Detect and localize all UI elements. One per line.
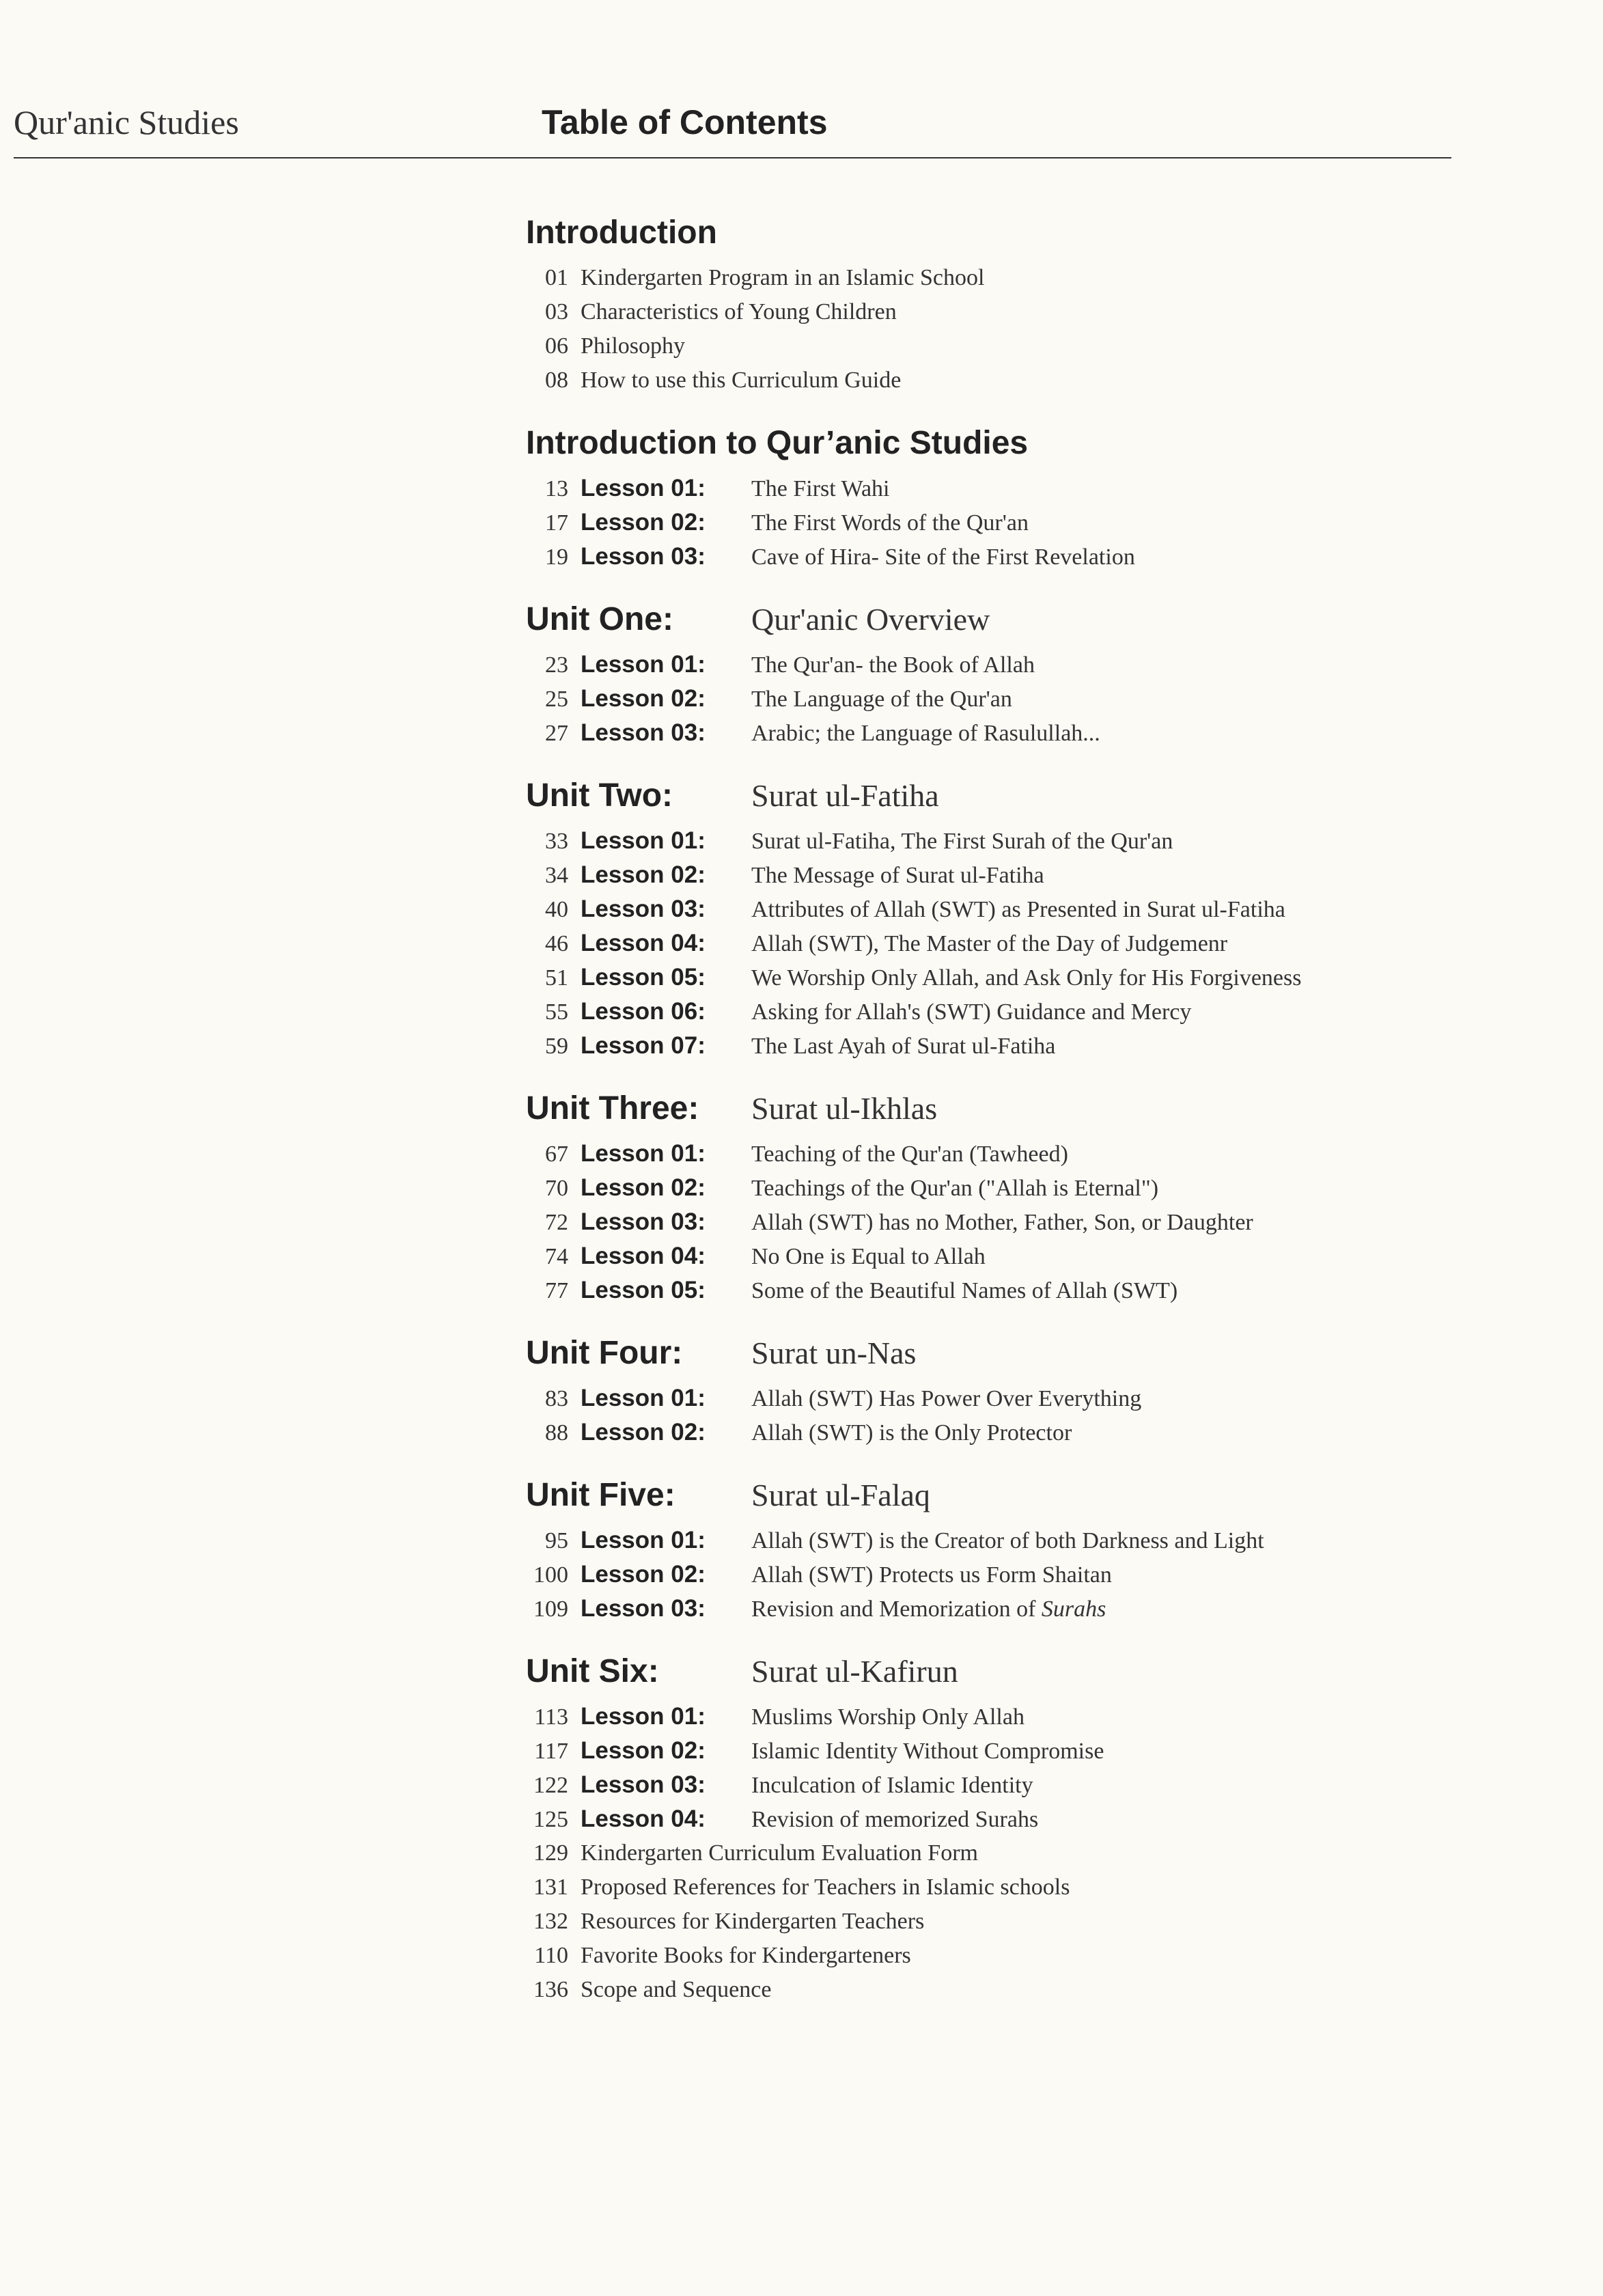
entry-title-text: Teachings of the Qur'an ("Allah is Eternal") bbox=[751, 1176, 1159, 1201]
toc-section bbox=[526, 1325, 1482, 1450]
entry-title bbox=[751, 1803, 1038, 1837]
lesson-label: Lesson 01: bbox=[581, 827, 706, 854]
section-heading bbox=[526, 205, 1482, 261]
section-heading bbox=[526, 592, 1482, 648]
page-number: 132 bbox=[533, 1909, 568, 1934]
page-number: 110 bbox=[534, 1943, 568, 1968]
toc-entry bbox=[526, 363, 1482, 398]
entry-title-text: Cave of Hira- Site of the First Revelation bbox=[751, 544, 1135, 570]
toc-entry bbox=[526, 1734, 1482, 1768]
entry-title-text: Allah (SWT) is the Creator of both Darkness and Light bbox=[751, 1528, 1264, 1553]
toc-entry bbox=[526, 682, 1482, 716]
entry-title bbox=[751, 1206, 1253, 1240]
page-number: 08 bbox=[545, 368, 568, 393]
lesson-label: Lesson 02: bbox=[581, 1419, 706, 1446]
page-number: 46 bbox=[545, 931, 568, 956]
entry-title-text: Attributes of Allah (SWT) as Presented in Surat ul-Fatiha bbox=[751, 897, 1285, 922]
toc-entry bbox=[526, 1137, 1482, 1171]
entry-title bbox=[581, 1870, 1070, 1905]
entry-title bbox=[751, 1240, 986, 1274]
lesson-label: Lesson 03: bbox=[581, 1771, 706, 1798]
page-number: 34 bbox=[545, 863, 568, 888]
toc-entry bbox=[526, 892, 1482, 926]
entry-title bbox=[751, 1416, 1072, 1450]
toc-entry bbox=[526, 1768, 1482, 1802]
entry-title-text: Allah (SWT) Protects us Form Shaitan bbox=[751, 1562, 1112, 1588]
section-label: Unit Five: bbox=[526, 1477, 675, 1513]
page-number: 129 bbox=[533, 1840, 568, 1866]
toc-section bbox=[526, 415, 1482, 574]
entry-title-text: Muslims Worship Only Allah bbox=[751, 1704, 1024, 1730]
page-number: 06 bbox=[545, 333, 568, 359]
page-title: Table of Contents bbox=[542, 103, 828, 141]
toc-entry bbox=[526, 1905, 1482, 1939]
entry-title bbox=[751, 1700, 1024, 1734]
entry-title-text: The Qur'an- the Book of Allah bbox=[751, 652, 1035, 678]
entry-title-italic: Surahs bbox=[1041, 1596, 1106, 1622]
book-title: Qur'anic Studies bbox=[14, 103, 239, 141]
entry-title bbox=[751, 1029, 1055, 1064]
entry-title bbox=[581, 1973, 771, 2007]
section-heading bbox=[526, 768, 1482, 824]
toc-entry bbox=[526, 1836, 1482, 1870]
entry-title-text: Allah (SWT) has no Mother, Father, Son, or Daughter bbox=[751, 1210, 1253, 1235]
lesson-label: Lesson 02: bbox=[581, 509, 706, 536]
entry-title bbox=[751, 825, 1173, 859]
toc-entry bbox=[526, 1273, 1482, 1308]
entry-title-text: The Language of the Qur'an bbox=[751, 687, 1012, 712]
page-number: 74 bbox=[545, 1244, 568, 1269]
entry-title-text: Asking for Allah's (SWT) Guidance and Mercy bbox=[751, 999, 1192, 1025]
entry-title bbox=[751, 648, 1035, 682]
entry-title-text: Characteristics of Young Children bbox=[581, 299, 897, 324]
section-subtitle: Surat un-Nas bbox=[751, 1336, 917, 1370]
toc-entry bbox=[526, 506, 1482, 540]
page-number: 83 bbox=[545, 1386, 568, 1411]
toc-entry bbox=[526, 1381, 1482, 1415]
lesson-label: Lesson 05: bbox=[581, 1277, 706, 1303]
toc-entry bbox=[526, 858, 1482, 892]
page-number: 136 bbox=[533, 1977, 568, 2002]
entry-title-text: Revision of memorized Surahs bbox=[751, 1807, 1039, 1832]
entry-title bbox=[751, 1592, 1106, 1627]
toc-entry bbox=[526, 1700, 1482, 1734]
section-heading bbox=[526, 1081, 1482, 1137]
toc-entry bbox=[526, 1592, 1482, 1626]
lesson-label: Lesson 03: bbox=[581, 1208, 706, 1235]
toc-entry bbox=[526, 261, 1482, 295]
entry-title bbox=[581, 1939, 911, 1973]
toc-entry bbox=[526, 1415, 1482, 1450]
entry-title bbox=[751, 1172, 1158, 1206]
entry-title-text: Proposed References for Teachers in Islamic schools bbox=[581, 1875, 1070, 1900]
lesson-label: Lesson 01: bbox=[581, 1385, 706, 1411]
page-number: 77 bbox=[545, 1278, 568, 1303]
toc-entry bbox=[526, 824, 1482, 858]
page-number: 13 bbox=[545, 476, 568, 501]
lesson-label: Lesson 01: bbox=[581, 1527, 706, 1553]
entry-title bbox=[751, 1137, 1068, 1172]
entry-title-text: Some of the Beautiful Names of Allah (SWT) bbox=[751, 1278, 1178, 1303]
lesson-label: Lesson 03: bbox=[581, 896, 706, 922]
lesson-label: Lesson 02: bbox=[581, 1174, 706, 1201]
page-number: 51 bbox=[545, 965, 568, 991]
lesson-label: Lesson 01: bbox=[581, 651, 706, 678]
toc-section bbox=[526, 592, 1482, 750]
section-subtitle: Surat ul-Falaq bbox=[751, 1478, 930, 1512]
lesson-label: Lesson 02: bbox=[581, 1561, 706, 1588]
entry-title-text: Surat ul-Fatiha, The First Surah of the Qur'an bbox=[751, 829, 1173, 854]
section-label: Unit Two: bbox=[526, 777, 673, 814]
entry-title-text: The Last Ayah of Surat ul-Fatiha bbox=[751, 1034, 1056, 1059]
section-subtitle: Qur'anic Overview bbox=[751, 602, 990, 637]
page-number: 01 bbox=[545, 265, 568, 290]
page-number: 40 bbox=[545, 897, 568, 922]
toc-entry bbox=[526, 1870, 1482, 1905]
lesson-label: Lesson 01: bbox=[581, 1140, 706, 1167]
entry-title-text: Philosophy bbox=[581, 333, 686, 359]
page-number: 88 bbox=[545, 1420, 568, 1446]
page-number: 25 bbox=[545, 687, 568, 712]
entry-title-text: Kindergarten Program in an Islamic School bbox=[581, 265, 985, 290]
toc-entry bbox=[526, 648, 1482, 682]
entry-title-text: Islamic Identity Without Compromise bbox=[751, 1739, 1104, 1764]
page-number: 122 bbox=[533, 1773, 568, 1798]
section-subtitle: Surat ul-Fatiha bbox=[751, 778, 939, 813]
lesson-label: Lesson 01: bbox=[581, 1703, 706, 1730]
lesson-label: Lesson 02: bbox=[581, 1737, 706, 1764]
toc-entry bbox=[526, 716, 1482, 750]
entry-title bbox=[751, 1274, 1177, 1308]
page-number: 109 bbox=[533, 1596, 568, 1622]
page-number: 27 bbox=[545, 721, 568, 746]
section-label: Unit Six: bbox=[526, 1653, 659, 1689]
entry-title-text: Favorite Books for Kindergarteners bbox=[581, 1943, 911, 1968]
entry-title bbox=[751, 893, 1285, 927]
toc-entry bbox=[526, 1939, 1482, 1973]
lesson-label: Lesson 04: bbox=[581, 1243, 706, 1269]
page-number: 95 bbox=[545, 1528, 568, 1553]
entry-title-text: Allah (SWT), The Master of the Day of Judgemenr bbox=[751, 931, 1228, 956]
section-heading bbox=[526, 1325, 1482, 1381]
toc-entry bbox=[526, 540, 1482, 574]
toc-section bbox=[526, 205, 1482, 398]
running-header bbox=[14, 102, 1451, 158]
entry-title bbox=[751, 717, 1100, 751]
lesson-label: Lesson 03: bbox=[581, 719, 706, 746]
table-of-contents bbox=[526, 205, 1482, 2025]
entry-title-text: We Worship Only Allah, and Ask Only for His Forgiveness bbox=[751, 965, 1302, 991]
toc-entry bbox=[526, 1973, 1482, 2007]
page-number: 03 bbox=[545, 299, 568, 324]
entry-title bbox=[751, 1558, 1112, 1592]
lesson-label: Lesson 03: bbox=[581, 1595, 706, 1622]
entry-title-text: Revision and Memorization of bbox=[751, 1596, 1042, 1622]
lesson-label: Lesson 02: bbox=[581, 861, 706, 888]
entry-title bbox=[751, 540, 1135, 575]
section-subtitle: Surat ul-Kafirun bbox=[751, 1654, 958, 1689]
lesson-label: Lesson 05: bbox=[581, 964, 706, 991]
page-number: 59 bbox=[545, 1034, 568, 1059]
section-label: Unit One: bbox=[526, 601, 673, 637]
entry-title bbox=[581, 329, 685, 363]
lesson-label: Lesson 07: bbox=[581, 1032, 706, 1059]
lesson-label: Lesson 04: bbox=[581, 930, 706, 956]
entry-title bbox=[751, 859, 1044, 893]
lesson-label: Lesson 04: bbox=[581, 1806, 706, 1832]
section-label: Unit Four: bbox=[526, 1335, 683, 1371]
entry-title-text: Allah (SWT) is the Only Protector bbox=[751, 1420, 1072, 1446]
toc-entry bbox=[526, 1205, 1482, 1239]
section-label: Introduction to Qur’anic Studies bbox=[526, 425, 1029, 461]
page-number: 33 bbox=[545, 829, 568, 854]
entry-title bbox=[581, 261, 984, 295]
toc-entry bbox=[526, 1523, 1482, 1558]
toc-entry bbox=[526, 995, 1482, 1029]
toc-entry bbox=[526, 1171, 1482, 1205]
toc-entry bbox=[526, 926, 1482, 960]
entry-title-text: No One is Equal to Allah bbox=[751, 1244, 986, 1269]
entry-title-text: Inculcation of Islamic Identity bbox=[751, 1773, 1033, 1798]
toc-section bbox=[526, 1644, 1482, 2007]
lesson-label: Lesson 03: bbox=[581, 543, 706, 570]
toc-entry bbox=[526, 295, 1482, 329]
toc-section bbox=[526, 768, 1482, 1063]
entry-title-text: The First Wahi bbox=[751, 476, 890, 501]
entry-title bbox=[751, 961, 1301, 995]
toc-entry bbox=[526, 1802, 1482, 1836]
entry-title bbox=[581, 363, 901, 398]
entry-title-text: Teaching of the Qur'an (Tawheed) bbox=[751, 1142, 1068, 1167]
entry-title-text: The Message of Surat ul-Fatiha bbox=[751, 863, 1044, 888]
entry-title bbox=[751, 506, 1029, 540]
page-number: 67 bbox=[545, 1142, 568, 1167]
page-number: 131 bbox=[533, 1875, 568, 1900]
page-number: 17 bbox=[545, 510, 568, 536]
page-number: 100 bbox=[533, 1562, 568, 1588]
page-number: 19 bbox=[545, 544, 568, 570]
toc-section bbox=[526, 1081, 1482, 1308]
toc-entry bbox=[526, 329, 1482, 363]
page-number: 125 bbox=[533, 1807, 568, 1832]
toc-entry bbox=[526, 471, 1482, 506]
page-number: 117 bbox=[534, 1739, 568, 1764]
page-number: 55 bbox=[545, 999, 568, 1025]
lesson-label: Lesson 06: bbox=[581, 998, 706, 1025]
entry-title-text: Arabic; the Language of Rasulullah... bbox=[751, 721, 1100, 746]
entry-title bbox=[581, 1905, 924, 1939]
page-number: 70 bbox=[545, 1176, 568, 1201]
toc-entry bbox=[526, 960, 1482, 995]
entry-title-text: Kindergarten Curriculum Evaluation Form bbox=[581, 1840, 978, 1866]
toc-entry bbox=[526, 1239, 1482, 1273]
entry-title bbox=[581, 1836, 978, 1870]
entry-title bbox=[751, 682, 1012, 717]
section-heading bbox=[526, 1644, 1482, 1700]
lesson-label: Lesson 02: bbox=[581, 685, 706, 712]
section-label: Introduction bbox=[526, 215, 717, 251]
toc-entry bbox=[526, 1558, 1482, 1592]
entry-title bbox=[751, 472, 890, 506]
page-number: 113 bbox=[534, 1704, 568, 1730]
entry-title-text: Scope and Sequence bbox=[581, 1977, 772, 2002]
section-heading bbox=[526, 415, 1482, 471]
entry-title bbox=[751, 1382, 1141, 1416]
page-number: 72 bbox=[545, 1210, 568, 1235]
entry-title-text: How to use this Curriculum Guide bbox=[581, 368, 902, 393]
lesson-label: Lesson 01: bbox=[581, 475, 706, 501]
entry-title bbox=[751, 995, 1191, 1029]
entry-title-text: The First Words of the Qur'an bbox=[751, 510, 1029, 536]
entry-title bbox=[751, 1769, 1033, 1803]
toc-entry bbox=[526, 1029, 1482, 1063]
entry-title-text: Allah (SWT) Has Power Over Everything bbox=[751, 1386, 1142, 1411]
section-heading bbox=[526, 1467, 1482, 1523]
entry-title-text: Resources for Kindergarten Teachers bbox=[581, 1909, 925, 1934]
section-label: Unit Three: bbox=[526, 1090, 699, 1126]
entry-title bbox=[751, 927, 1227, 961]
page-number: 23 bbox=[545, 652, 568, 678]
entry-title bbox=[581, 295, 897, 329]
section-subtitle: Surat ul-Ikhlas bbox=[751, 1091, 938, 1126]
entry-title bbox=[751, 1524, 1264, 1558]
toc-section bbox=[526, 1467, 1482, 1626]
entry-title bbox=[751, 1734, 1104, 1769]
